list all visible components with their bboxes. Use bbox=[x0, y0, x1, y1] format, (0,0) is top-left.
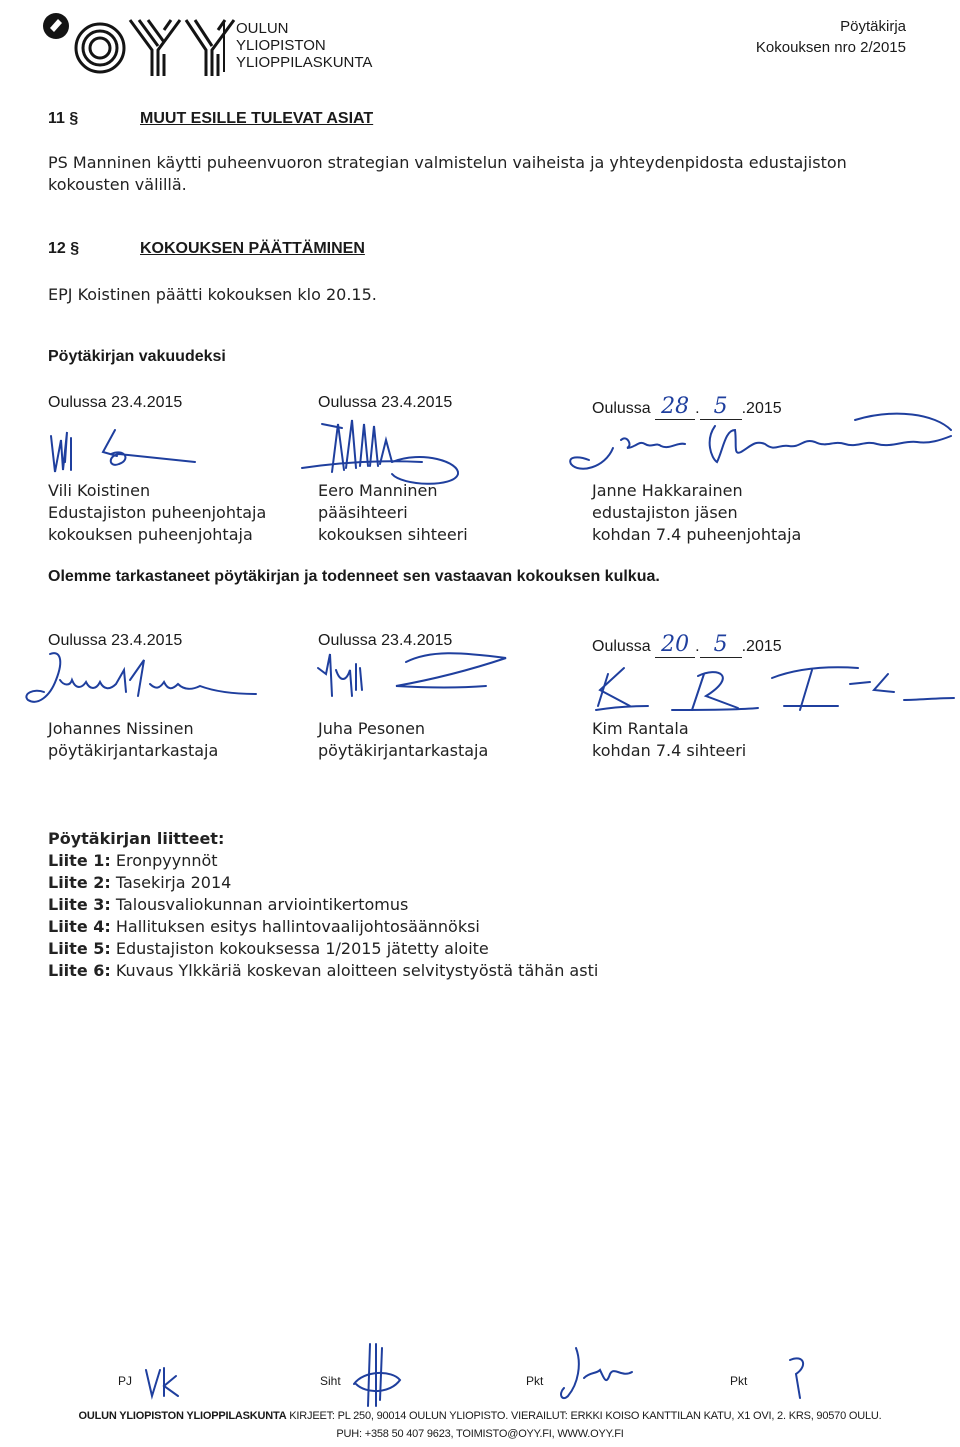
signature-koistinen bbox=[45, 422, 215, 482]
place-date-5: Oulussa 23.4.2015 bbox=[318, 632, 453, 649]
signer-2 bbox=[318, 480, 468, 546]
section-11-text: PS Manninen käytti puheenvuoron strategian valmistelun vaiheista ja yhteydenpidosta edustajiston kokousten välillä. bbox=[48, 153, 847, 194]
signer-3 bbox=[592, 480, 801, 546]
section-number: 11 § bbox=[48, 110, 79, 127]
place-date-4: Oulussa 23.4.2015 bbox=[48, 632, 183, 649]
certification-heading: Pöytäkirjan vakuudeksi bbox=[48, 348, 226, 365]
place-date-2: Oulussa 23.4.2015 bbox=[318, 394, 453, 411]
footer-contact: PUH: +358 50 407 9623, TOIMISTO@OYY.FI, WWW.OYY.FI bbox=[336, 1428, 624, 1440]
attachment-item bbox=[48, 960, 598, 982]
initials-label-pkt-1: Pkt bbox=[526, 1374, 544, 1388]
place-prefix: Oulussa bbox=[592, 400, 651, 417]
doc-type-label: Pöytäkirja bbox=[840, 18, 906, 35]
footer-address-text: KIRJEET: PL 250, 90014 OULUN YLIOPISTO. VIERAILUT: ERKKI KOISO KANTTILAN KATU, X1 OVI, 2. KRS, 90570 OULU. bbox=[289, 1410, 882, 1422]
signer-role: kokouksen puheenjohtaja bbox=[48, 525, 253, 544]
attachments-heading: Pöytäkirjan liitteet: bbox=[48, 829, 225, 848]
meeting-number: Kokouksen nro 2/2015 bbox=[755, 39, 906, 56]
attachment-item bbox=[48, 872, 598, 894]
attachment-item bbox=[48, 916, 598, 938]
signer-role: edustajiston jäsen bbox=[592, 503, 738, 522]
footer-org: OULUN YLIOPISTON YLIOPPILASKUNTA bbox=[78, 1410, 287, 1422]
signature-manninen bbox=[282, 410, 482, 490]
initials-label-pj: PJ bbox=[118, 1374, 133, 1388]
signer-name: Janne Hakkarainen bbox=[592, 481, 743, 500]
attachment-text: Kuvaus Ylkkäriä koskevan aloitteen selvitystyöstä tähän asti bbox=[115, 961, 599, 980]
signer-role: pääsihteeri bbox=[318, 503, 408, 522]
signer-role: kokouksen sihteeri bbox=[318, 525, 468, 544]
attachment-text: Edustajiston kokouksessa 1/2015 jätetty aloite bbox=[115, 939, 489, 958]
section-11-heading bbox=[48, 110, 373, 128]
day-value: 28 bbox=[661, 394, 690, 419]
place-year: .2015 bbox=[741, 638, 782, 655]
attachment-text: Talousvaliokunnan arviointikertomus bbox=[115, 895, 409, 914]
signer-name: Kim Rantala bbox=[592, 719, 689, 738]
month-value: 5 bbox=[713, 632, 728, 657]
day-value: 20 bbox=[661, 632, 690, 657]
signer-name: Eero Manninen bbox=[318, 481, 438, 500]
attachment-label: Liite 2: bbox=[48, 873, 111, 892]
attachment-label: Liite 3: bbox=[48, 895, 111, 914]
initials-siht bbox=[346, 1340, 406, 1410]
org-name bbox=[236, 20, 372, 71]
signature-rantala bbox=[588, 654, 960, 724]
initials-pj bbox=[142, 1362, 182, 1402]
signer-name: Vili Koistinen bbox=[48, 481, 151, 500]
attachment-item bbox=[48, 938, 598, 960]
attachment-label: Liite 4: bbox=[48, 917, 111, 936]
initials-pkt-2 bbox=[780, 1352, 820, 1402]
signature-nissinen bbox=[20, 640, 260, 720]
section-title: KOKOUKSEN PÄÄTTÄMINEN bbox=[140, 240, 365, 257]
signer-role: kohdan 7.4 sihteeri bbox=[592, 741, 747, 760]
signer-name: Johannes Nissinen bbox=[48, 719, 194, 738]
attachment-text: Hallituksen esitys hallintovaalijohtosäännöksi bbox=[115, 917, 480, 936]
initials-label-siht: Siht bbox=[320, 1374, 341, 1388]
section-12-text: EPJ Koistinen päätti kokouksen klo 20.15. bbox=[48, 285, 377, 304]
attachment-text: Tasekirja 2014 bbox=[115, 873, 232, 892]
signer-role: pöytäkirjantarkastaja bbox=[318, 741, 489, 760]
signer-6 bbox=[592, 718, 746, 762]
org-line-1: OULUN bbox=[236, 20, 289, 37]
signer-5 bbox=[318, 718, 488, 762]
attachment-item bbox=[48, 850, 598, 872]
attachment-label: Liite 1: bbox=[48, 851, 111, 870]
initials-label-pkt-2: Pkt bbox=[730, 1374, 748, 1388]
initials-pkt-1 bbox=[556, 1344, 636, 1404]
signer-role: Edustajiston puheenjohtaja bbox=[48, 503, 267, 522]
attachment-label: Liite 6: bbox=[48, 961, 111, 980]
handwritten-day bbox=[655, 394, 695, 420]
section-12-heading bbox=[48, 240, 365, 258]
month-value: 5 bbox=[713, 394, 728, 419]
footer-address bbox=[0, 1406, 960, 1426]
handwritten-month bbox=[700, 394, 742, 420]
place-date-6: Oulussa 20 . 5 .2015 bbox=[592, 632, 782, 657]
signer-role: pöytäkirjantarkastaja bbox=[48, 741, 219, 760]
checked-statement: Olemme tarkastaneet pöytäkirjan ja todenneet sen vastaavan kokouksen kulkua. bbox=[48, 568, 660, 585]
place-date-3: Oulussa 28 . 5 .2015 bbox=[592, 394, 782, 419]
place-prefix: Oulussa bbox=[592, 638, 651, 655]
attachment-label: Liite 5: bbox=[48, 939, 111, 958]
attachments-list bbox=[48, 828, 598, 982]
attachment-item bbox=[48, 894, 598, 916]
section-title: MUUT ESILLE TULEVAT ASIAT bbox=[140, 110, 374, 127]
section-number: 12 § bbox=[48, 240, 80, 257]
handwritten-day bbox=[655, 632, 695, 658]
place-date-1: Oulussa 23.4.2015 bbox=[48, 394, 183, 411]
signer-role: kohdan 7.4 puheenjohtaja bbox=[592, 525, 802, 544]
org-line-2: YLIOPISTON bbox=[236, 37, 326, 54]
document-type bbox=[756, 16, 906, 58]
handwritten-month bbox=[700, 632, 742, 658]
signer-4 bbox=[48, 718, 218, 762]
org-line-3: YLIOPPILASKUNTA bbox=[236, 54, 373, 71]
attachment-text: Eronpyynnöt bbox=[115, 851, 218, 870]
signer-name: Juha Pesonen bbox=[318, 719, 426, 738]
signer-1 bbox=[48, 480, 266, 546]
place-year: .2015 bbox=[741, 400, 782, 417]
